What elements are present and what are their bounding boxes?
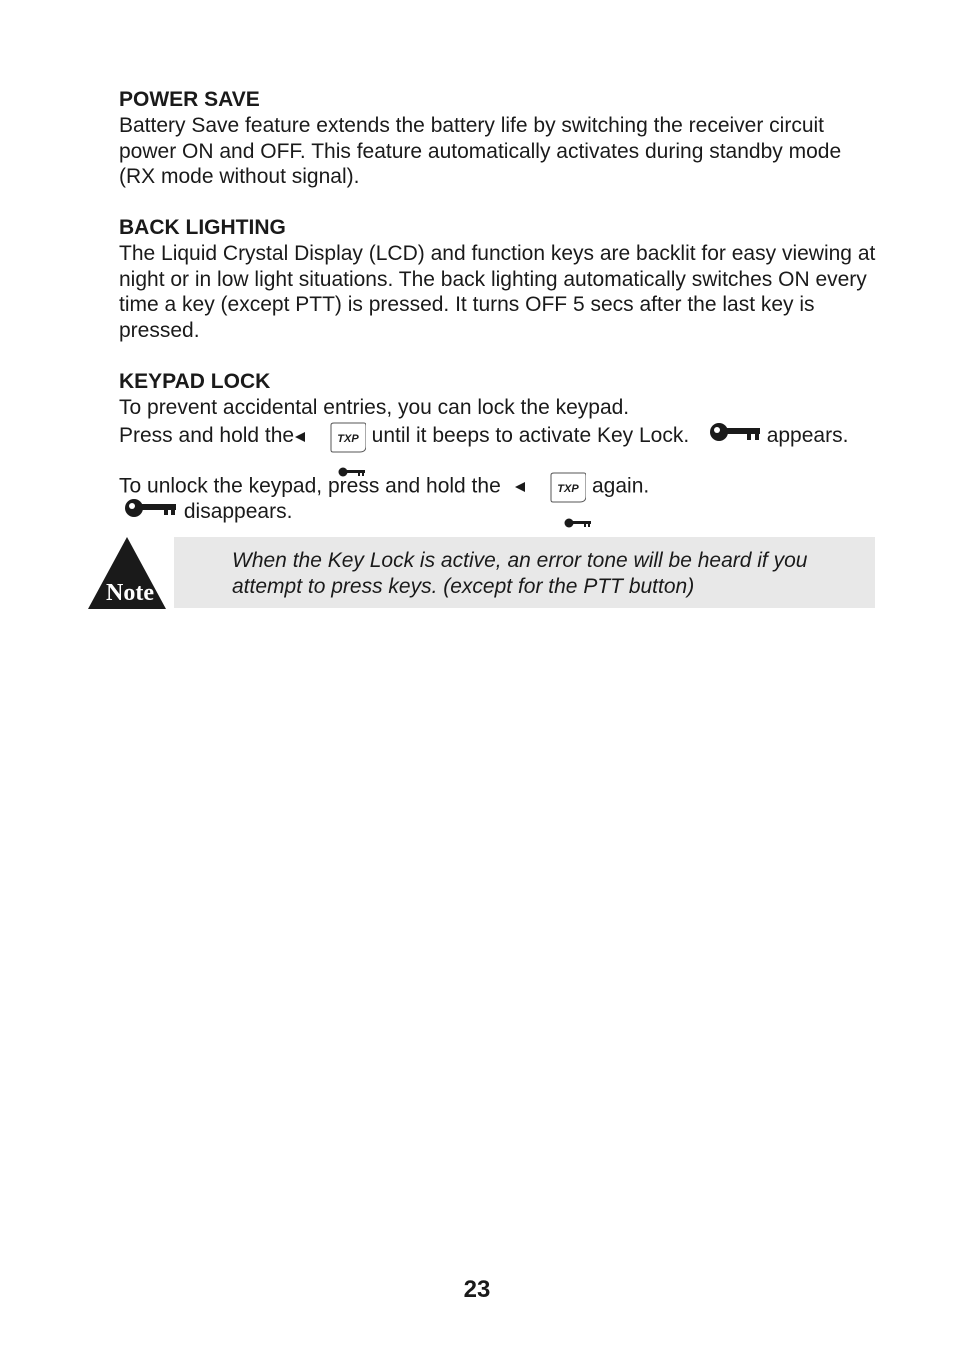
keypad-lock-line2-middle: until it beeps to activate Key Lock. <box>371 424 690 448</box>
keypad-lock-section <box>119 369 879 421</box>
page-number: 23 <box>463 1276 491 1303</box>
power-save-section <box>119 87 879 190</box>
keypad-lock-line4-text: disappears. <box>183 500 293 524</box>
note-triangle-icon <box>87 536 167 615</box>
keypad-lock-line2-end: appears. <box>766 424 849 448</box>
power-save-body: Battery Save feature extends the battery life by switching the receiver circuit power ON and OFF. This feature automatically activates during standby mode (RX mode without signal). <box>119 114 842 189</box>
left-triangle-icon <box>294 424 306 450</box>
txp-button-label: TXP <box>337 432 359 445</box>
back-lighting-section <box>119 215 879 343</box>
left-triangle-icon <box>514 474 526 500</box>
keypad-lock-line2 <box>119 421 848 452</box>
keypad-lock-line3-start: To unlock the keypad, press and hold the <box>119 474 501 498</box>
keypad-lock-line3-end: again. <box>591 474 650 498</box>
txp-button-icon <box>548 472 586 502</box>
keypad-lock-line4 <box>124 497 292 528</box>
note-text: When the Key Lock is active, an error tone will be heard if you attempt to press keys. (except for the PTT button) <box>232 549 808 598</box>
key-icon-small <box>564 515 592 533</box>
key-icon <box>124 497 178 528</box>
power-save-heading: POWER SAVE <box>119 88 260 111</box>
keypad-lock-line2-start: Press and hold the <box>119 424 295 448</box>
back-lighting-body: The Liquid Crystal Display (LCD) and function keys are backlit for easy viewing at night or in low light situations. The back lighting automatically switches ON every time a key (except PTT) is pressed. It turns OFF 5 secs after the last key is pressed. <box>119 242 876 342</box>
keypad-lock-line1: To prevent accidental entries, you can lock the keypad. <box>119 396 630 419</box>
key-icon <box>709 421 761 452</box>
back-lighting-heading: BACK LIGHTING <box>119 216 286 239</box>
txp-button-label: TXP <box>557 483 579 495</box>
note-icon-label: Note <box>106 580 154 606</box>
txp-button-icon <box>328 422 366 452</box>
keypad-lock-heading: KEYPAD LOCK <box>119 370 271 393</box>
